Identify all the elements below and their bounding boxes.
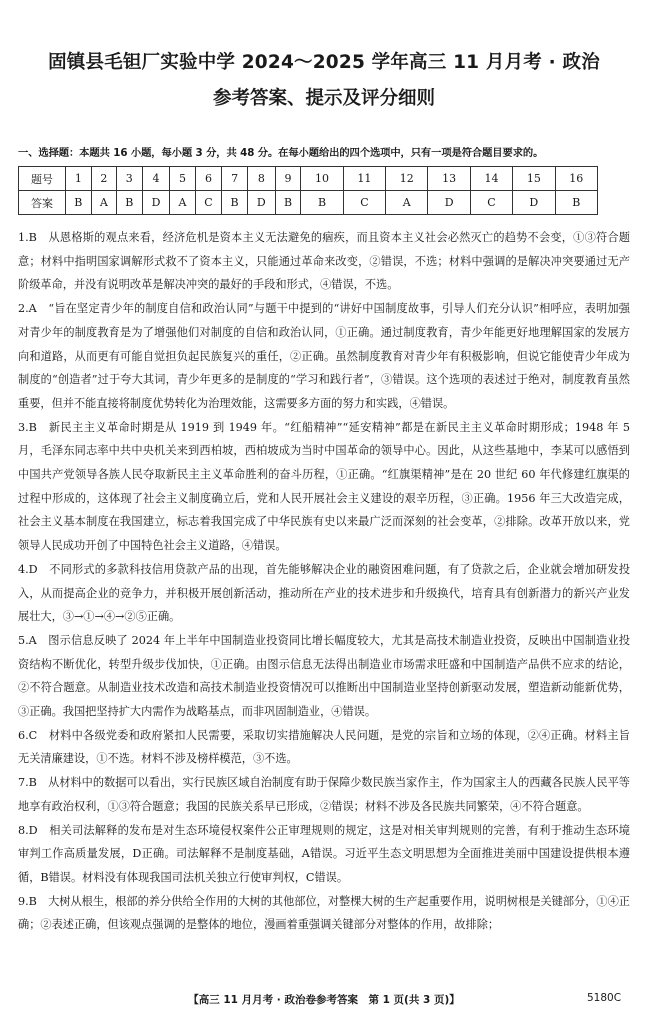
question-number: 14 [470,167,512,191]
answer-table-answer-row [19,191,598,215]
explanations [18,226,630,937]
document-code: 5180C [587,992,622,1004]
question-number: 6 [195,167,222,191]
question-number: 1 [66,167,92,191]
explanation-item [18,558,630,629]
explanation-item [18,297,630,416]
answer-cell: D [247,191,275,215]
answer-cell: D [513,191,555,215]
explanation-text: 4.D 不同形式的多款科技信用贷款产品的出现，首先能够解决企业的融资困难问题，有了贷款之后，企业就会增加研发投入，从而提高企业的竞争力，并积极开展创新活动，推动所在产业的技术进步和升级换代，培育具有创新潜力的新兴产业发展壮大，③→①→④→②⑤正确。 [18,562,630,624]
answer-cell: C [195,191,222,215]
page-footer: 【高三 11 月月考 · 政治卷参考答案 第 1 页(共 3 页)】 [188,994,460,1006]
section-heading: 一、选择题：本题共 16 小题，每小题 3 分，共 48 分。在每小题给出的四个选项中，只有一项是符合题目要求的。 [18,147,544,159]
explanation-item [18,819,630,890]
question-number: 7 [222,167,248,191]
answer-cell: A [91,191,116,215]
question-number: 16 [555,167,597,191]
explanation-text: 2.A “旨在坚定青少年的制度自信和政治认同”与题干中提到的“讲好中国制度故事，引导人们充分认识”相呼应，表明加强对青少年的制度教育是为了增强他们对制度的自信和政治认同，①正确。通过制度教育，青少年能更好地理解国家的发展方向和道路，从而更有可能自觉担负起民族复兴的重任，②正确。虽然制度教育对青少年有积极影响，但说它能使青少年成为制度的“创造者”过于夸大其词，青少年更多的是制度的“学习和践行者”，③错误。这个选项的表述过于绝对，制度教育虽然重要，但并不能直接将制度优势转化为治理效能，这需要多方面的努力和实践，④错误。 [18,302,630,410]
answer-cell: A [170,191,195,215]
answer-cell: B [116,191,142,215]
answer-cell: C [343,191,385,215]
explanation-item [18,226,630,297]
explanation-item [18,724,630,771]
explanation-text: 1.B 从恩格斯的观点来看，经济危机是资本主义无法避免的痼疾，而且资本主义社会必然灭亡的趋势不会变，①③符合题意；材料中指明国家调解形式救不了资本主义，只能通过革命来改变，②错误，不选；材料中强调的是解决冲突要通过无产阶级革命，并没有说明改革是解决冲突的最好的手段和形式，④错误，不选。 [18,231,630,292]
question-number: 9 [275,167,301,191]
question-number: 15 [513,167,555,191]
answer-cell: B [66,191,92,215]
explanation-item [18,771,630,818]
answer-cell: B [275,191,301,215]
explanation-text: 7.B 从材料中的数据可以看出，实行民族区域自治制度有助于保障少数民族当家作主，作为国家主人的西藏各民族人民平等地享有政治权利，①③符合题意；我国的民族关系早已形成，②错误；材料不涉及各民族共同繁荣，④不符合题意。 [18,776,630,813]
question-number: 8 [247,167,275,191]
answer-cell: B [222,191,248,215]
question-number: 12 [386,167,428,191]
document-subtitle: 参考答案、提示及评分细则 [212,88,435,109]
answer-cell: A [386,191,428,215]
question-number: 11 [343,167,385,191]
answer-cell: C [470,191,512,215]
question-number: 10 [301,167,343,191]
answer-cell: B [301,191,343,215]
explanation-item [18,416,630,558]
explanation-text: 8.D 相关司法解释的发布是对生态环境侵权案件公正审理规则的规定，这是对相关审判规则的完善，有利于推动生态环境审判工作高质量发展，D正确。司法解释不是制度基础，A错误。习近平生态文明思想为全面推进美丽中国建设提供根本遵循，B错误。材料没有体现我国司法机关独立行使审判权，C错误。 [18,823,630,884]
explanation-item [18,629,630,724]
question-number: 5 [170,167,195,191]
answer-table-number-row [19,167,598,191]
answer-table [18,166,598,215]
answer-cell: D [142,191,170,215]
answer-cell: B [555,191,597,215]
question-number: 4 [142,167,170,191]
document-title: 固镇县毛钽厂实验中学 2024～2025 学年高三 11 月月考 · 政治 [48,52,600,73]
explanation-text: 9.B 大树从根生，根部的养分供给全作用的大树的其他部位，对整棵大树的生产起重要作用，说明树根是关键部分，①④正确；②表述正确，但该观点强调的是整体的地位，漫画着重强调关键部分对整体的作用，故排除； [18,894,630,932]
explanation-item [18,890,630,937]
question-number: 2 [91,167,116,191]
question-number: 13 [428,167,470,191]
answer-table-row-label: 题号 [19,167,66,191]
question-number: 3 [116,167,142,191]
explanation-text: 3.B 新民主主义革命时期是从 1919 到 1949 年。“红船精神”“延安精神”都是在新民主主义革命时期形成；1948 年 5 月，毛泽东同志率中共中央机关来到西柏坡，西柏坡成为当时中国革命的领导中心。因此，从这些基地中，李某可以感悟到中国共产党领导各族人民夺取新民主主义革命胜利的奋斗历程，①正确。“红旗渠精神”是在 20 世纪 60 年代修建红旗渠的过程中形成的，这体现了社会主义制度确立后，党和人民开展社会主义建设的艰辛历程，③正确。1956 年三大改造完成，社会主义基本制度在我国建立，标志着我国完成了中华民族有史以来最广泛而深刻的社会变革，②排除。改革开放以来，党领导人民成功开创了中国特色社会主义道路，④错误。 [18,420,630,553]
answer-table-row-label: 答案 [19,191,66,215]
explanation-text: 5.A 图示信息反映了 2024 年上半年中国制造业投资同比增长幅度较大，尤其是高技术制造业投资，反映出中国制造业投资结构不断优化，转型升级步伐加快，①正确。由图示信息无法得出制造业市场需求旺盛和中国制造产品供不应求的结论，②不符合题意。从制造业技术改造和高技术制造业投资情况可以推断出中国制造业坚持创新驱动发展，塑造新动能新优势，③正确。我国把坚持扩大内需作为战略基点，而非巩固制造业，④错误。 [18,633,630,719]
explanation-text: 6.C 材料中各级党委和政府紧扣人民需要，采取切实措施解决人民问题，是党的宗旨和立场的体现，②④正确。材料主旨无关清廉建设，①不选。材料不涉及榜样模范，③不选。 [18,728,630,766]
answer-cell: D [428,191,470,215]
